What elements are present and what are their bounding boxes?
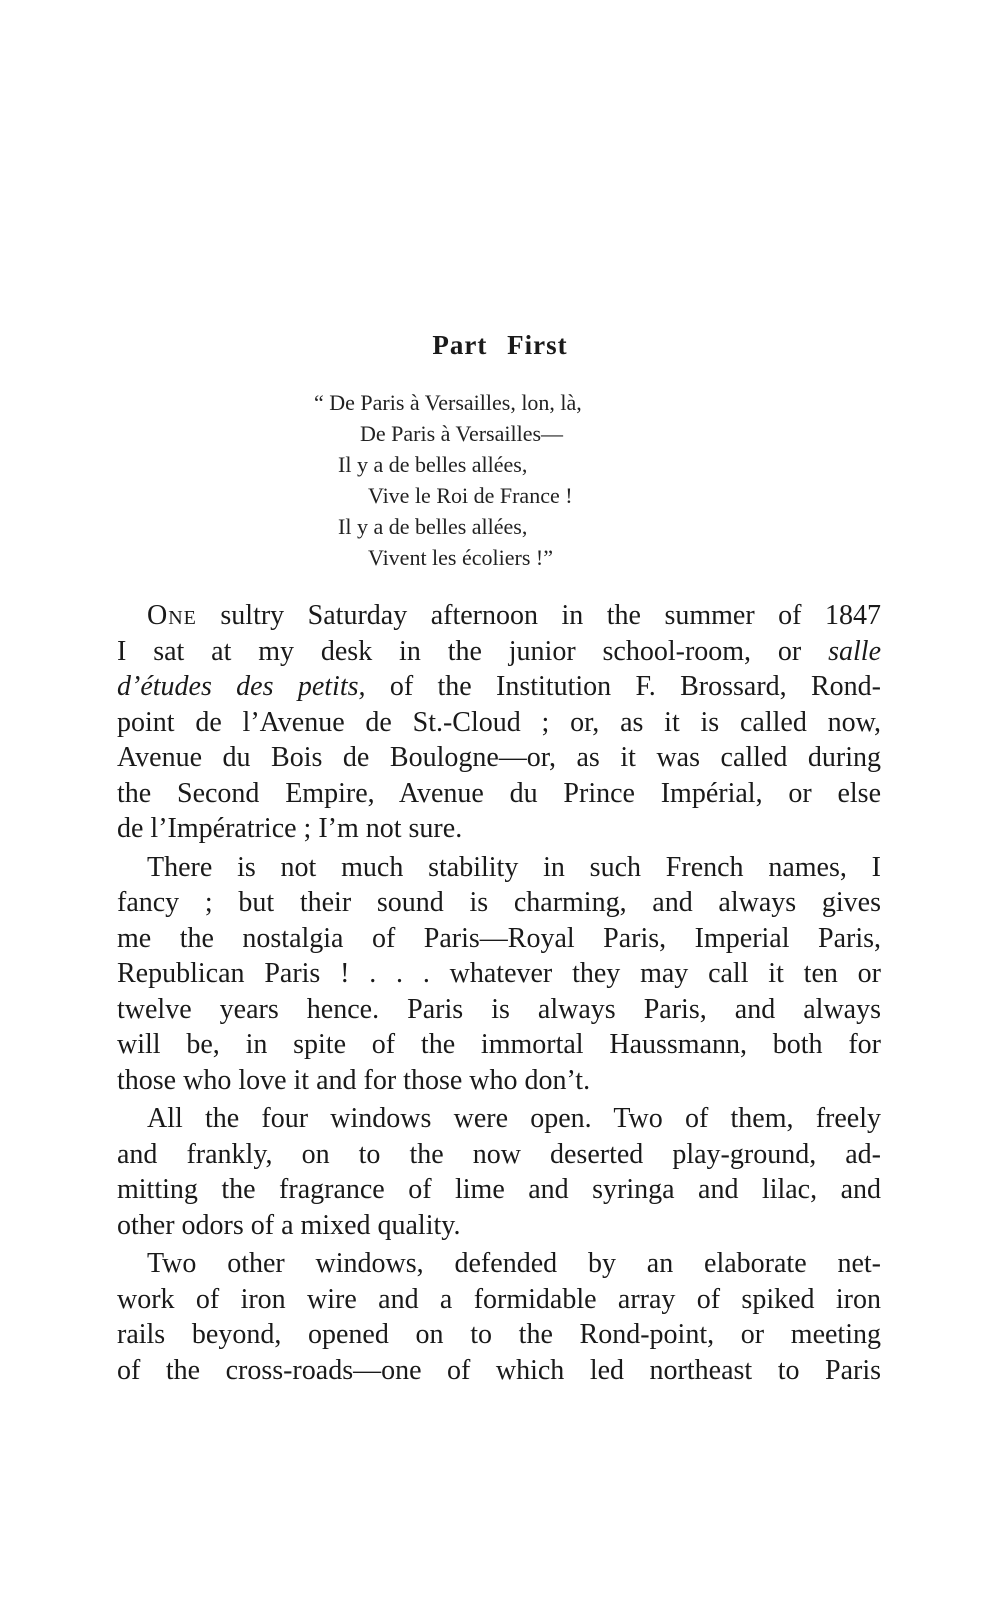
text-line [117,634,881,670]
text-line: work of iron wire and a formidable array of spiked iron [117,1283,881,1315]
text-line: mitting the fragrance of lime and syringa and lilac, and [117,1174,881,1205]
verse-line: “ De Paris à Versailles, lon, là, [314,390,582,415]
verse-line: Vive le Roi de France ! [368,483,573,508]
text-line: Two other windows, defended by an elaborate net- [147,1248,881,1279]
verse-line: Il y a de belles allées, [338,514,528,539]
epigraph-verse [314,387,582,573]
text-line: rails beyond, opened on to the Rond-point, or meeting [117,1319,881,1350]
italic-fragment: salle [828,635,881,667]
part-heading-word-first: First [507,330,568,360]
part-heading [0,330,1000,361]
text-line: Republican Paris ! . . . whatever they may call it ten or [117,958,881,989]
text-line: There is not much stability in such French names, I [147,851,881,883]
verse-line: De Paris à Versailles— [360,421,564,446]
text-fragment: I sat at my desk in the junior school-room, or [117,635,829,667]
text-line: fancy ; but their sound is charming, and always gives [117,887,881,918]
text-line: other odors of a mixed quality. [117,1209,461,1241]
paragraph-2 [117,850,881,1099]
text-line: those who love it and for those who don’t. [117,1064,591,1096]
text-line [117,598,881,634]
paragraph-4 [117,1246,881,1388]
text-fragment: sultry Saturday afternoon in the summer of 1847 [196,600,881,631]
text-line: Avenue du Bois de Boulogne—or, as it was called during [117,742,881,773]
text-line [117,669,881,705]
text-line: All the four windows were open. Two of them, freely [147,1103,881,1134]
paragraph-1 [117,598,881,847]
paragraph-3 [117,1101,881,1243]
part-heading-word-part: Part [432,330,488,360]
text-line: the Second Empire, Avenue du Prince Impérial, or else [117,777,881,809]
verse-line: Il y a de belles allées, [338,452,528,477]
text-line: will be, in spite of the immortal Haussmann, both for [117,1029,881,1060]
verse-line: Vivent les écoliers !” [368,545,553,570]
text-line: of the cross-roads—one of which led northeast to Paris [117,1354,881,1386]
text-line: twelve years hence. Paris is always Paris, and always [117,993,881,1025]
text-line: de l’Impératrice ; I’m not sure. [117,813,463,844]
text-line: point de l’Avenue de St.-Cloud ; or, as it is called now, [117,706,881,738]
text-line: and frankly, on to the now deserted play-ground, ad- [117,1138,881,1170]
opening-word: One [147,600,197,631]
italic-fragment: d’études des petits, [117,671,366,702]
text-fragment: of the Institution F. Brossard, Rond- [365,671,881,702]
text-line: me the nostalgia of Paris—Royal Paris, Imperial Paris, [117,922,881,954]
body-text [117,598,881,1388]
